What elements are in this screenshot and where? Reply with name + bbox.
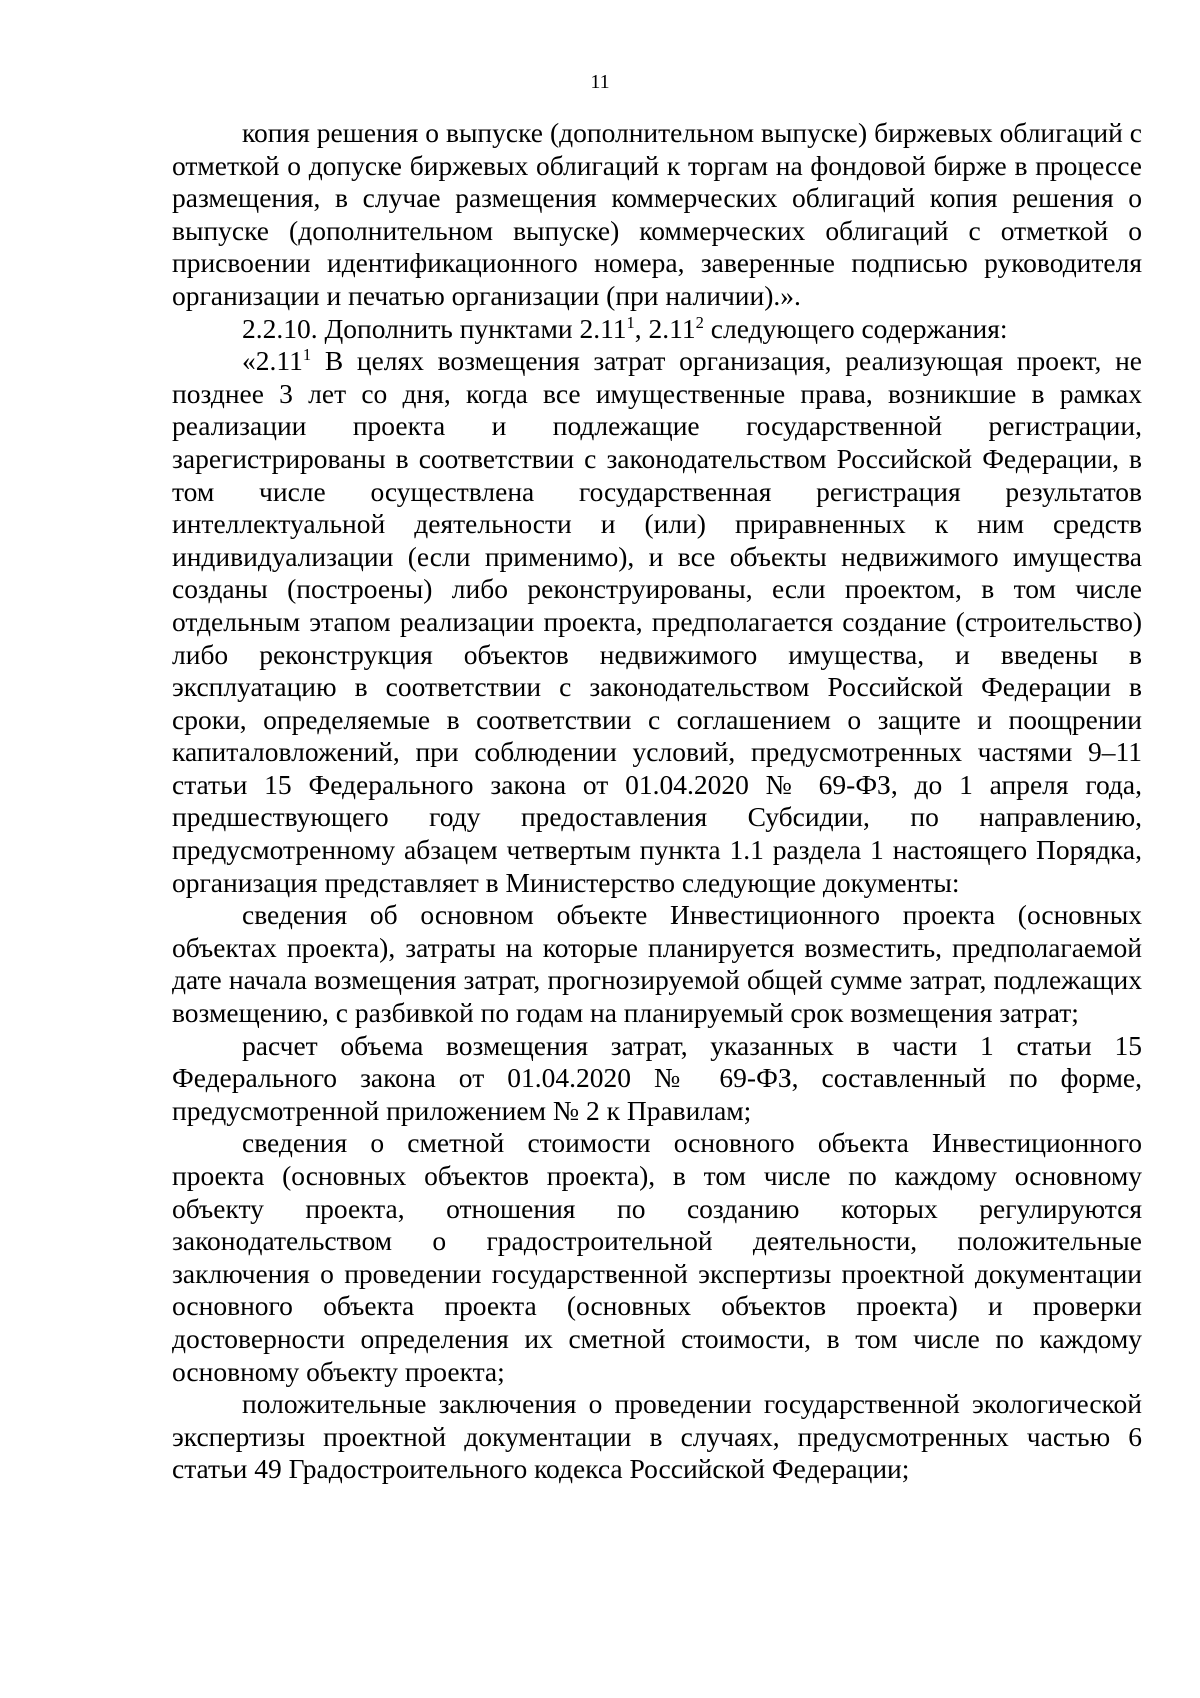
paragraph-segment: «2.11 [242, 345, 303, 377]
paragraph-bond-copy: копия решения о выпуске (дополнительном выпуске) биржевых облигаций с отметкой о допуске биржевых облигаций к торгам на фондовой бирже в процессе размещения, в случае размещения коммерческих облигаций копия решения о выпуске (дополнительном выпуске) коммерческих облигаций с отметкой о присвоении идентификационного номера, заверенные подписью руководителя организации и печатью организации (при наличии).». [172, 117, 1142, 311]
superscript-index: 2 [695, 312, 704, 332]
paragraph-amendment-2-2-10 [172, 313, 1142, 346]
paragraph-reimbursement-calculation: расчет объема возмещения затрат, указанных в части 1 статьи 15 Федерального закона от 01.04.2020 № 69-ФЗ, составленный по форме, предусмотренной приложением № 2 к Правилам; [172, 1029, 1142, 1126]
document-body [172, 117, 1142, 1486]
paragraph-segment: В целях возмещения затрат организация, реализующая проект, не позднее 3 лет со дня, когда все имущественные права, возникшие в рамках реализации проекта и подлежащие государственной регистрации, зарегистрированы в соответствии с законодательством Российской Федерации, в том числе осуществлена государственная регистрация результатов интеллектуальной деятельности и (или) приравненных к ним средств индивидуализации (если применимо), и все объекты недвижимого имущества созданы (построены) либо реконструированы, если проектом, в том числе отдельным этапом реализации проекта, предполагается создание (строительство) либо реконструкция объектов недвижимого имущества, и введены в эксплуатацию в соответствии с законодательством Российской Федерации в сроки, определяемые в соответствии с соглашением о защите и поощрении капиталовложений, при соблюдении условий, предусмотренных частями 9–11 статьи 15 Федерального закона от 01.04.2020 № 69-ФЗ, до 1 апреля года, предшествующего году предоставления Субсидии, по направлению, предусмотренному абзацем четвертым пункта 1.1 раздела 1 настоящего Порядка, организация представляет в Министерство следующие документы: [172, 345, 1142, 898]
superscript-index: 1 [626, 312, 635, 332]
paragraph-segment: 2.2.10. Дополнить пунктами 2.11 [242, 312, 627, 344]
page-number: 11 [590, 71, 610, 93]
paragraph-segment: следующего содержания: [703, 312, 1008, 344]
superscript-index: 1 [302, 345, 312, 364]
paragraph-ecological-expertise: положительные заключения о проведении государственной экологической экспертизы проектной документации в случаях, предусмотренных частью 6 статьи 49 Градостроительного кодекса Российской Федерации; [172, 1388, 1142, 1485]
paragraph-main-object-info: сведения об основном объекте Инвестиционного проекта (основных объектах проекта), затраты на которые планируется возместить, предполагаемой дате начала возмещения затрат, прогнозируемой общей сумме затрат, подлежащих возмещению, с разбивкой по годам на планируемый срок возмещения затрат; [172, 899, 1142, 1029]
paragraph-estimated-cost-info: сведения о сметной стоимости основного объекта Инвестиционного проекта (основных объектов проекта), в том числе по каждому основному объекту проекта, отношения по созданию которых регулируются законодательством о градостроительной деятельности, положительные заключения о проведении государственной экспертизы проектной документации основного объекта проекта (основных объектов проекта) и проверки достоверности определения их сметной стоимости, в том числе по каждому основному объекту проекта; [172, 1127, 1142, 1387]
paragraph-clause-2-11-1 [172, 345, 1142, 899]
paragraph-segment: , 2.11 [634, 312, 696, 344]
